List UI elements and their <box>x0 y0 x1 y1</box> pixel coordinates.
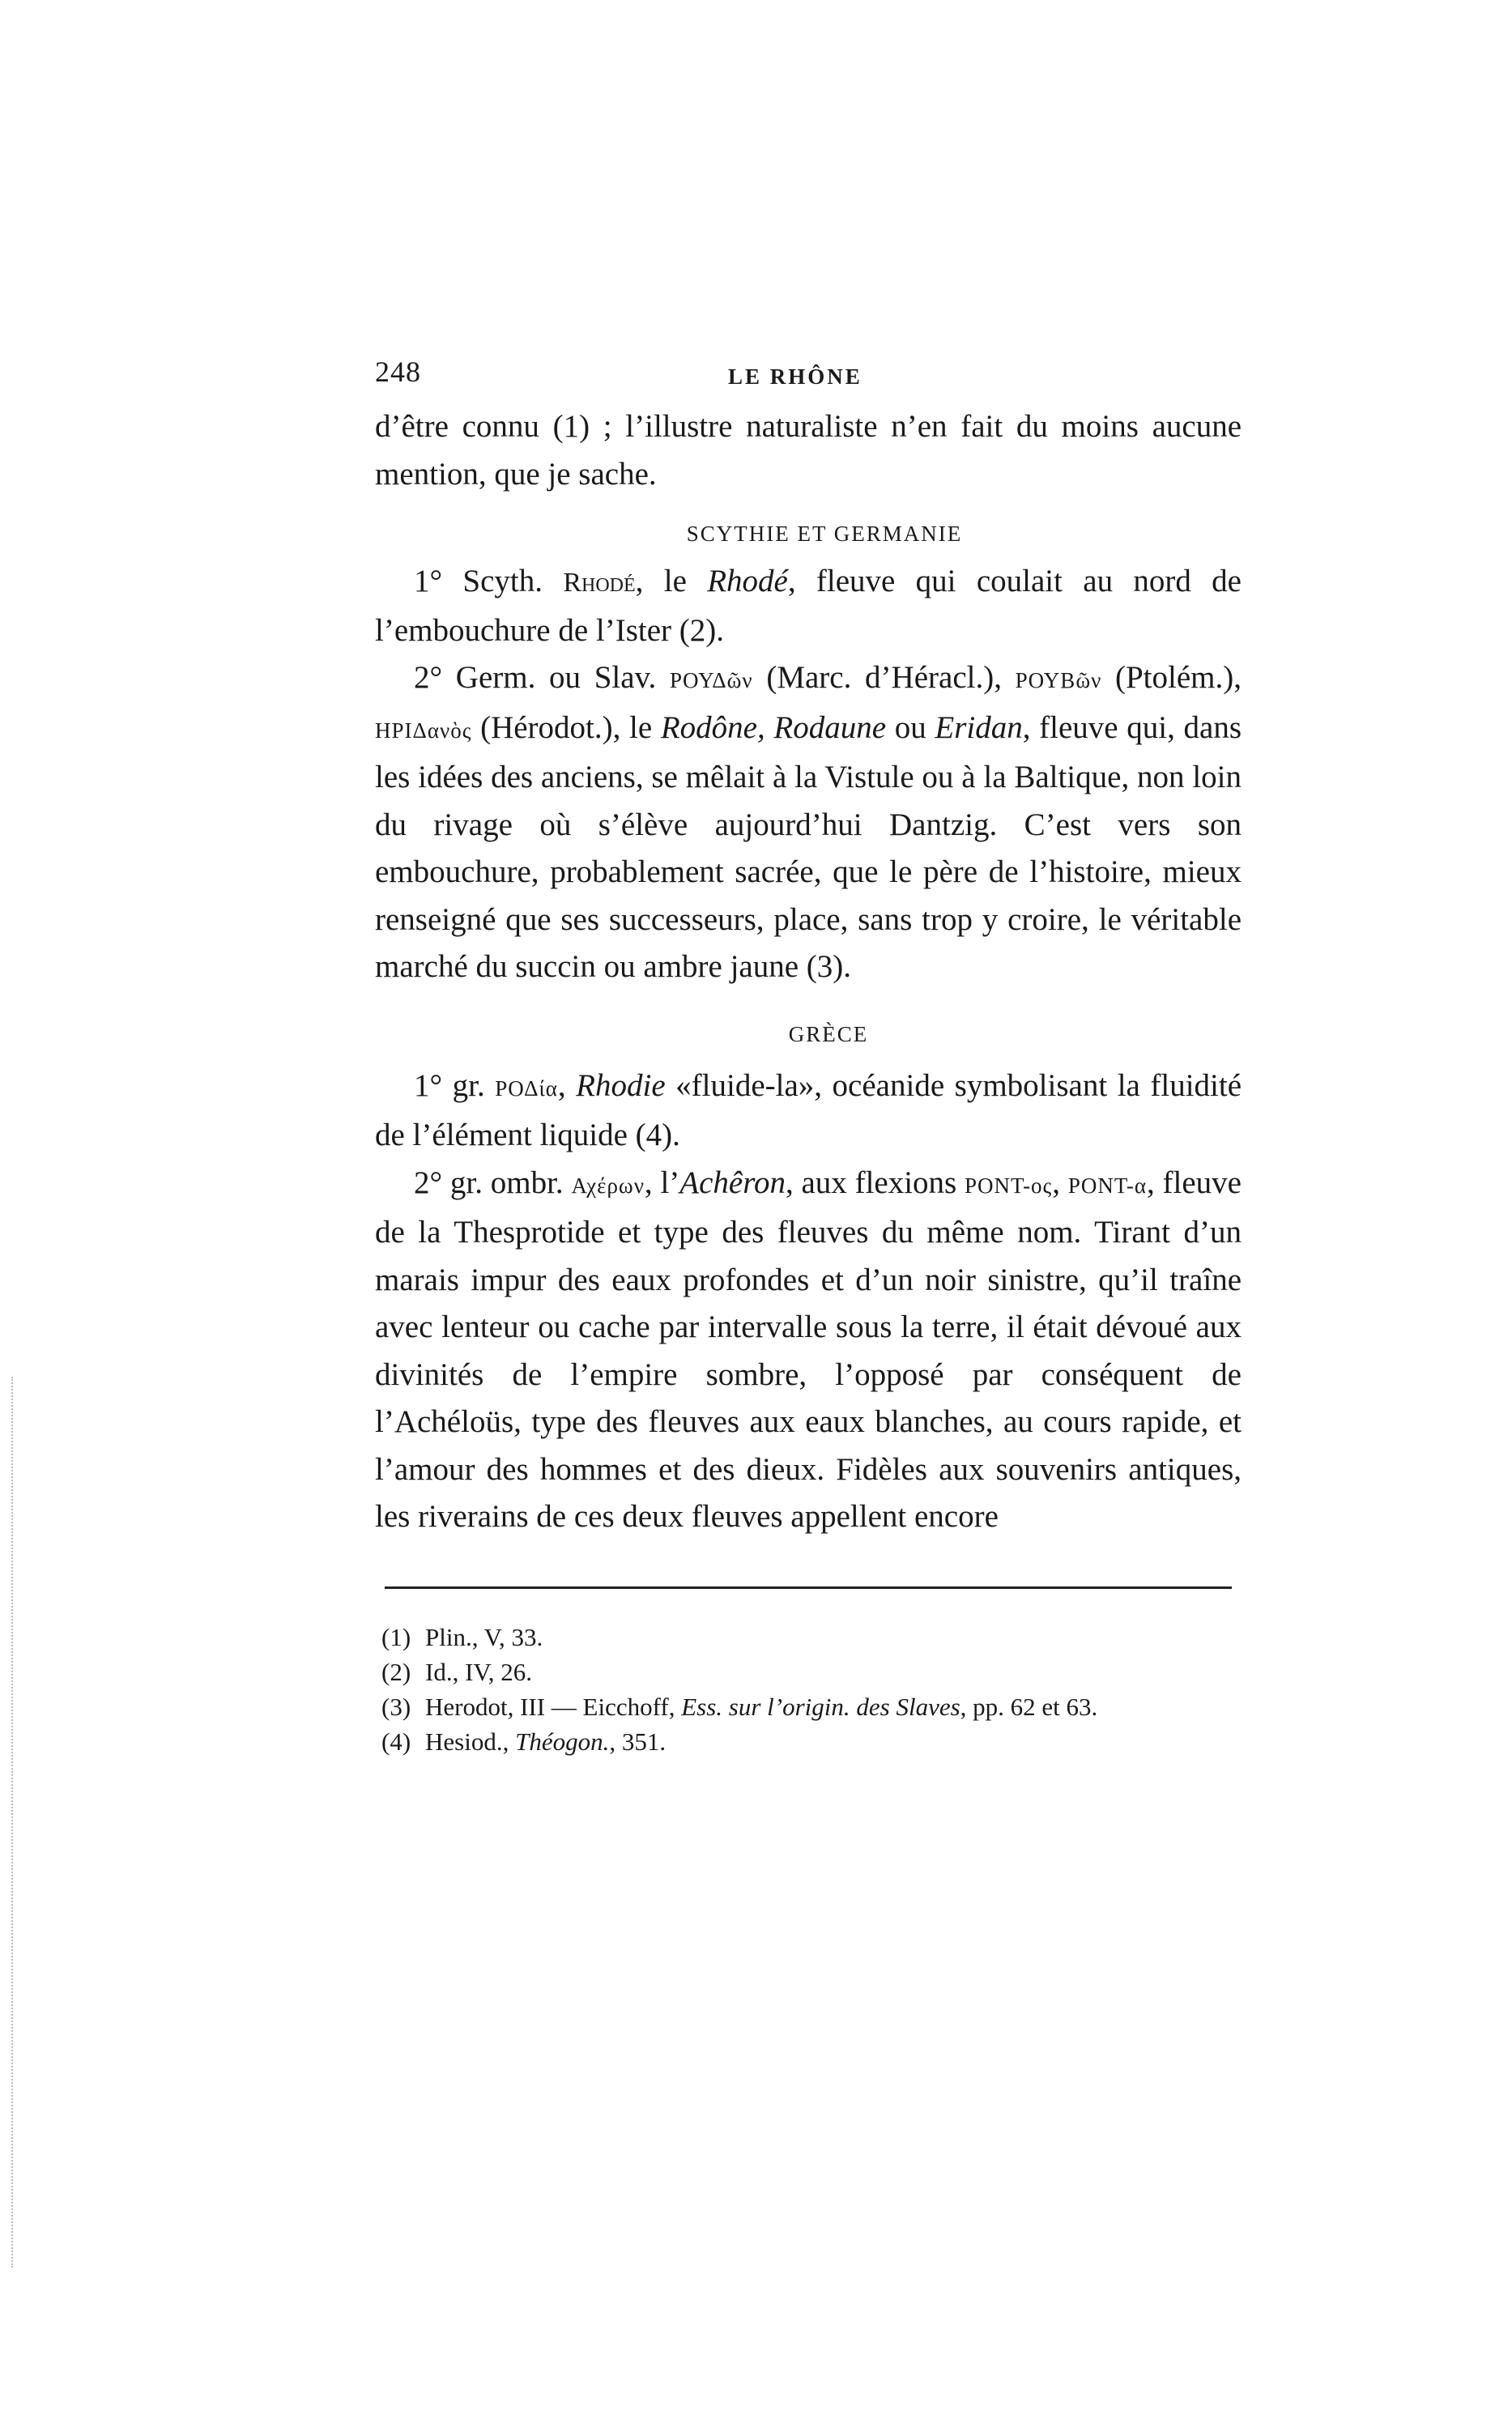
italic-term: Eridan <box>935 709 1023 745</box>
greek-term: ΡΟΔία <box>495 1075 558 1101</box>
page-number: 248 <box>375 356 421 388</box>
section-title-grece: GRÈCE <box>788 1021 869 1046</box>
scan-margin-marks <box>11 1377 16 2268</box>
rhode-italic: Rhodé <box>707 564 788 598</box>
footnote-ref: (1) <box>381 1622 411 1651</box>
item-number: 1° <box>414 564 443 598</box>
footnote-ref: (3) <box>381 1692 411 1721</box>
grece-item-1: 1° gr. ΡΟΔία, Rhodie «fluide-la», océanide symbolisant la fluidité de l’élément liquide (4). <box>375 1067 1242 1152</box>
item-number: 2° <box>414 660 443 695</box>
intro-paragraph: d’être connu (1) ; l’illustre naturaliste n’en fait du moins aucune mention, que je sache. <box>375 409 1242 492</box>
footnote-divider <box>385 1586 1232 1589</box>
book-page <box>375 355 1242 1759</box>
italic-term: Achêron <box>679 1165 786 1200</box>
item-number: 2° <box>414 1165 443 1200</box>
section-title-scythie: SCYTHIE ET GERMANIE <box>686 522 963 546</box>
footnote-title: Théogon. <box>515 1727 610 1756</box>
greek-term: ΡΟΝΤ-ος <box>965 1173 1053 1198</box>
footnotes <box>375 1620 1242 1759</box>
footnote-ref: (4) <box>381 1727 411 1756</box>
page-header <box>375 355 1242 403</box>
greek-term: ΡΟΥΒῶν <box>1015 668 1102 692</box>
greek-term: ΗΡΙΔανὸς <box>375 718 472 743</box>
scythie-item-1: 1° Scyth. Rhodé, le Rhodé, fleuve qui coulait au nord de l’embouchure de l’Ister (2). <box>375 564 1242 648</box>
greek-term: ΡΟΥΔῶν <box>670 668 753 692</box>
footnote-4: (4) Hesiod., Théogon., 351. <box>381 1724 1242 1759</box>
item-number: 1° <box>414 1067 443 1103</box>
footnote-ref: (2) <box>381 1657 411 1686</box>
italic-term: Rodône, Rodaune <box>660 709 887 745</box>
running-title: LE RHÔNE <box>728 364 862 389</box>
greek-term: Αχέρων <box>571 1173 645 1198</box>
italic-term: Rhodie <box>576 1067 666 1103</box>
scythie-item-2: 2° Germ. ou Slav. ΡΟΥΔῶν (Marc. d’Héracl.), ΡΟΥΒῶν (Ptolém.), ΗΡΙΔανὸς (Hérodot.), le Rodône, Rodaune ou Eridan, fleuve qui, dans les idées des anciens, se mêlait à la Vistule ou à la Baltique, non loin du rivage où s’élève aujourd’hui Dantzig. C’est vers son embouchure, probablement sacrée, que le père de l’histoire, mieux renseigné que ses successeurs, place, sans trop y croire, le véritable marché du succin ou ambre jaune (3). <box>375 660 1242 984</box>
footnote-3: (3) Herodot, III — Eicchoff, Ess. sur l’origin. des Slaves, pp. 62 et 63. <box>381 1689 1242 1724</box>
footnote-2: (2) Id., IV, 26. <box>381 1655 1242 1689</box>
greek-term: ΡΟΝΤ-α <box>1067 1173 1148 1198</box>
grece-item-2: 2° gr. ombr. Αχέρων, l’Achêron, aux flexions ΡΟΝΤ-ος, ΡΟΝΤ-α, fleuve de la Thesprotide et type des fleuves du même nom. Tirant d’un marais impur des eaux profondes et d’un noir sinistre, qu’il traîne avec lenteur ou cache par intervalle sous la terre, il était dévoué aux divinités de l’empire sombre, l’opposé par conséquent de l’Achéloüs, type des fleuves aux eaux blanches, au cours rapide, et l’amour des hommes et des dieux. Fidèles aux souvenirs antiques, les riverains de ces deux fleuves appellent encore <box>375 1165 1242 1534</box>
rhode-small-caps: Rhodé <box>563 568 636 598</box>
footnote-1: (1) Plin., V, 33. <box>381 1620 1242 1655</box>
footnote-title: Ess. sur l’origin. des Slaves <box>681 1692 960 1721</box>
